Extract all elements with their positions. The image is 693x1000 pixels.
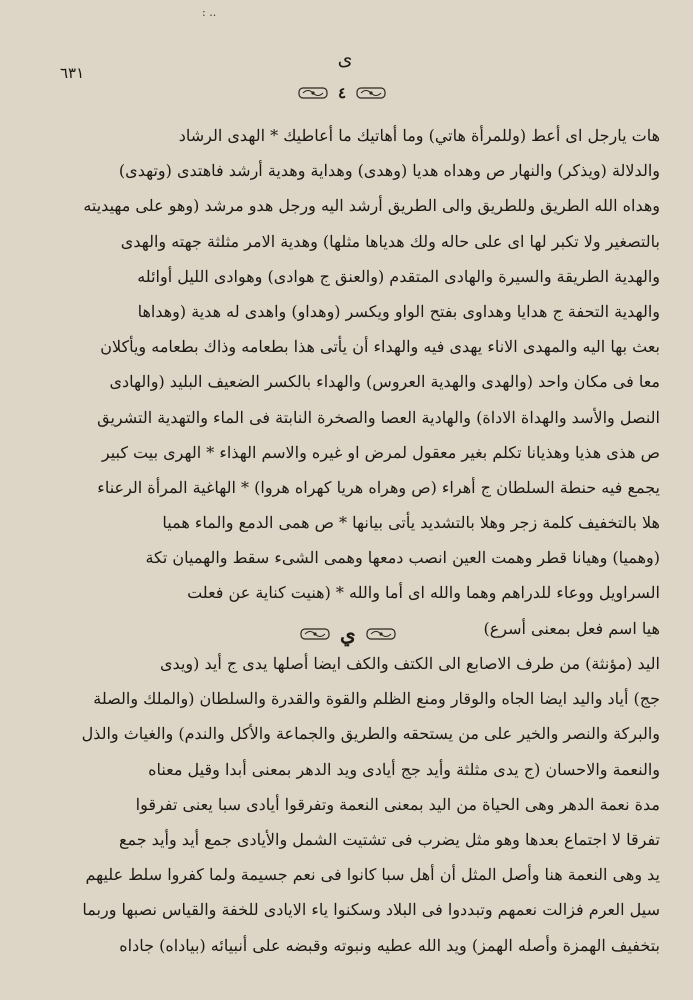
running-header: ى	[337, 48, 353, 70]
text-line: مدة نعمة الدهر وهى الحياة من اليد بمعنى النعمة وتفرقوا أيادى سبا يعنى تفرقوا	[135, 794, 660, 814]
ornament-left-icon	[298, 86, 328, 100]
text-line: وهداه الله الطريق وللطريق والى الطريق أرشد اليه ورجل هدو مرشد (وهو على مهيديته	[83, 196, 660, 216]
text-line: اليد (مؤنثة) من طرف الاصابع الى الكتف والكف ايضا أصلها يدى ج أيد (ويدى	[160, 654, 660, 673]
text-line: ص هذى هذيا وهذيانا تكلم بغير معقول لمرض او غيره والاسم الهذاء * الهرى بيت كبير	[101, 442, 660, 462]
text-line: (وهميا) وهيانا قطر وهمت العين انصب دمعها وهمى الشىء سقط والهميان تكة	[145, 548, 660, 568]
text-line: سيل العرم فزالت نعمهم وتبددوا فى البلاد وسكنوا ياء الايادى للخفة والقياس نصبها وربما	[82, 900, 660, 920]
section-letter: ي	[340, 622, 356, 646]
text-line: معا فى مكان واحد (والهدى والهدية العروس) والهداء بالكسر الضعيف البليد (والهادى	[109, 372, 660, 392]
text-block-1	[44, 118, 660, 646]
text-line: تفرقا لا اجتماع بعدها وهو مثل يضرب فى تشتيت الشمل والأيادى جمع أيد وأيد جمع	[118, 829, 660, 849]
text-line: والهدية الطريقة والسيرة والهادى المتقدم (والعنق ج هوادى) وهوادى الليل أوائله	[137, 266, 660, 286]
ornament-right-icon	[356, 86, 386, 100]
text-line: جج) أياد واليد ايضا الجاه والوقار ومنع الظلم والقوة والقدرة والسلطان (والملك والصلة	[93, 689, 660, 709]
text-line: هلا بالتخفيف كلمة زجر وهلا بالتشديد يأتى بيانها * ص همى الدمع والماء هميا	[162, 513, 660, 533]
text-line: بالتصغير ولا تكبر لها اى على حاله ولك هدياها مثلها) وهدية الامر مثلثة جهته والهدى	[120, 231, 660, 251]
text-block-2	[44, 646, 660, 963]
page-number: ٦٣١	[60, 64, 85, 82]
text-line: والنعمة والاحسان (ج يدى مثلثة وأيد جج أيادى ويد الدهر بمعنى أبدا وقيل معناه	[148, 759, 660, 779]
ornament-right-icon	[366, 627, 396, 641]
ornament-left-icon	[300, 627, 330, 641]
text-line: يجمع فيه حنطة السلطان ج أهراء (ص وهراه هريا كهراه هروا) * الهاغية المرأة الرعناء	[97, 477, 660, 497]
text-line: النصل والأسد والهداة الاداة) والهادية العصا والصخرة النابتة فى الماء والتهدية التشريق	[97, 407, 660, 427]
text-line: والدلالة (ويذكر) والنهار ص وهداه هديا (وهدى) وهداية وهدية أرشد فاهتدى (وتهدى)	[118, 161, 660, 181]
top-mark: : ..	[202, 6, 217, 19]
text-line: بتخفيف الهمزة وأصله الهمز) ويد الله عطيه ونبوته وقبضه على أنبيائه (بياداه) جاداه	[119, 935, 660, 955]
text-line: والهدية التحفة ج هدايا وهداوى بفتح الواو ويكسر (وهداو) واهدى له هدية (وهداها	[137, 301, 660, 321]
text-line: يد وهى النعمة هنا وأصل المثل أن أهل سبا كانوا فى نعم جسيمة ولما كفروا سلط عليهم	[85, 865, 660, 885]
text-line: هات يارجل اى أعط (وللمرأة هاتي) وما أهاتيك ما أعاطيك * الهدى الرشاد	[178, 126, 660, 145]
section-heading	[300, 622, 396, 646]
text-line: هيا اسم فعل بمعنى أسرع)	[483, 618, 660, 638]
text-line: والبركة والنصر والخير على من يستحقه والطريق والجماعة والأكل والندم) والغياث والذل	[81, 724, 660, 744]
chapter-heading	[298, 84, 386, 102]
text-line: بعث بها اليه والمهدى الاناء يهدى فيه والهداء أن يأتى هذا بطعامه وذاك بطعامه ويأكلان	[100, 337, 660, 357]
text-line: السراويل ووعاء للدراهم وهما والله اى أما والله * (هنيت كناية عن فعلت	[187, 583, 660, 603]
chapter-letter: ٤	[338, 84, 347, 102]
